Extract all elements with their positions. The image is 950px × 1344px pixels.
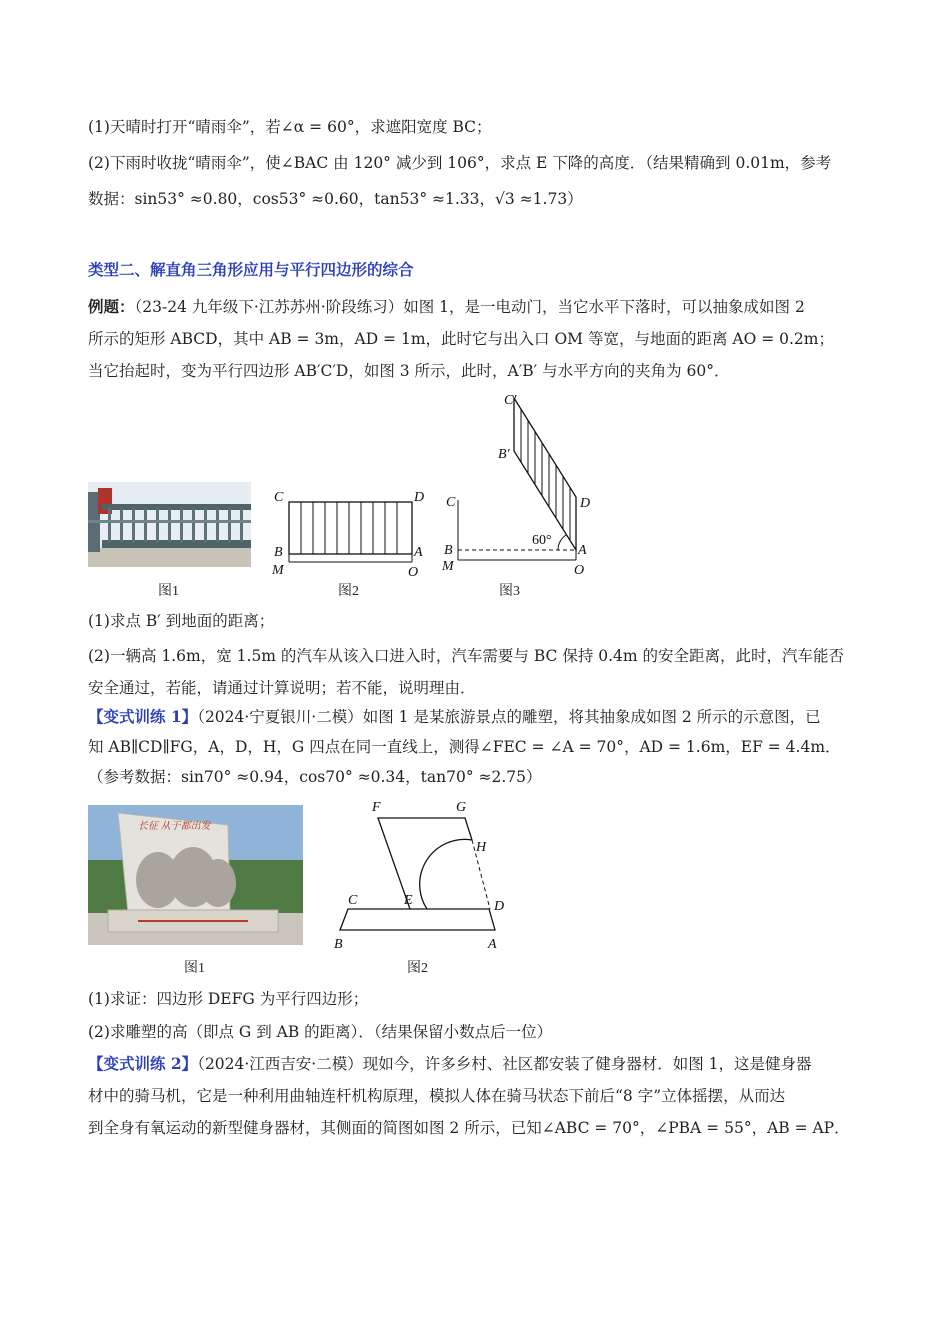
- example-line-2: 所示的矩形 ABCD，其中 AB = 3m，AD = 1m，此时它与出入口 OM 等宽，与地面的距离 AO = 0.2m；: [88, 330, 834, 348]
- example-line-3: 当它抬起时，变为平行四边形 AB′C′D，如图 3 所示，此时，A′B′ 与水平方向的夹角为 60°．: [88, 362, 730, 380]
- variant2-label: 【变式训练 2】: [88, 1054, 198, 1073]
- fig3-label-D: D: [580, 496, 591, 511]
- example-fig1-caption: 图1: [158, 584, 179, 599]
- example-question-1: (1)求点 B′ 到地面的距离；: [88, 612, 275, 630]
- example-line-1: [88, 296, 805, 318]
- fig3-label-O: O: [574, 563, 585, 578]
- fig3-label-A: A: [578, 543, 587, 558]
- variant1-question-2: (2)求雕塑的高（即点 G 到 AB 的距离）．（结果保留小数点后一位）: [88, 1023, 553, 1041]
- v1fig2-label-H: H: [476, 840, 487, 855]
- fig3-label-angle: 60°: [532, 533, 552, 548]
- gate-photo: [88, 482, 251, 567]
- example-text-1: （23-24 九年级下·江苏苏州·阶段练习）如图 1，是一电动门，当它水平下落时，可以抽象成如图 2: [134, 298, 805, 316]
- question-2: (2)下雨时收拢“晴雨伞”，使∠BAC 由 120° 减少到 106°，求点 E 下降的高度．（结果精确到 0.01m，参考: [88, 154, 832, 172]
- v1fig2-label-B: B: [334, 937, 343, 952]
- example-fig3-caption: 图3: [499, 584, 520, 599]
- sculpture-inscription: 长征 从于都出发: [138, 821, 211, 832]
- v1fig2-label-A: A: [488, 937, 497, 952]
- fig2-label-D: D: [414, 490, 425, 505]
- example-question-2-cont: 安全通过，若能，请通过计算说明；若不能，说明理由．: [88, 679, 476, 697]
- question-2-data: 数据：sin53° ≈0.80，cos53° ≈0.60，tan53° ≈1.33，√3 ≈1.73）: [88, 190, 583, 208]
- variant1-label: 【变式训练 1】: [88, 707, 198, 726]
- fig3-label-B-prime: B′: [498, 447, 510, 462]
- fig2-label-A: A: [414, 545, 423, 560]
- question-1: (1)天晴时打开“晴雨伞”，若∠α = 60°，求遮阳宽度 BC；: [88, 118, 492, 136]
- sculpture-photo-drawing: [88, 805, 303, 945]
- fig2-label-O: O: [408, 565, 419, 578]
- example-label: 例题：: [88, 297, 135, 316]
- section-title: 类型二、解直角三角形应用与平行四边形的综合: [88, 260, 414, 279]
- variant1-fig1-caption: 图1: [184, 961, 205, 976]
- gate-photo-drawing: [88, 482, 251, 567]
- fig3-label-B: B: [444, 543, 453, 558]
- v1fig2-label-E: E: [404, 893, 413, 908]
- variant1-line-3: （参考数据：sin70° ≈0.94，cos70° ≈0.34，tan70° ≈2.75）: [88, 768, 542, 786]
- fig3-label-C-prime: C′: [504, 393, 517, 408]
- variant1-fig2-diagram: [330, 796, 508, 956]
- variant1-question-1: (1)求证：四边形 DEFG 为平行四边形；: [88, 990, 369, 1008]
- sculpture-photo: [88, 805, 303, 945]
- example-fig2-diagram: [268, 486, 438, 578]
- variant1-text-1: （2024·宁夏银川·二模）如图 1 是某旅游景点的雕塑，将其抽象成如图 2 所示的示意图，已: [197, 708, 821, 726]
- v1fig2-label-D: D: [494, 899, 505, 914]
- variant2-text-1: （2024·江西吉安·二模）现如今，许多乡村、社区都安装了健身器材．如图 1，这是健身器: [197, 1055, 812, 1073]
- v1fig2-label-G: G: [456, 800, 467, 815]
- variant1-line-1: [88, 706, 821, 728]
- variant2-line-2: 材中的骑马机，它是一种利用曲轴连杆机构原理，模拟人体在骑马状态下前后“8 字”立体摇摆，从而达: [88, 1087, 786, 1105]
- fig2-label-B: B: [274, 545, 283, 560]
- example-fig2-caption: 图2: [338, 584, 359, 599]
- example-question-2: (2)一辆高 1.6m，宽 1.5m 的汽车从该入口进入时，汽车需要与 BC 保持 0.4m 的安全距离，此时，汽车能否: [88, 647, 845, 665]
- variant1-line-2: 知 AB∥CD∥FG，A，D，H，G 四点在同一直线上，测得∠FEC = ∠A = 70°，AD = 1.6m，EF = 4.4m．: [88, 738, 841, 756]
- variant1-fig2-caption: 图2: [407, 961, 428, 976]
- variant2-line-1: [88, 1053, 812, 1075]
- fig2-label-M: M: [272, 563, 284, 578]
- variant2-line-3: 到全身有氧运动的新型健身器材，其侧面的简图如图 2 所示，已知∠ABC = 70°，∠PBA = 55°，AB = AP．: [88, 1119, 850, 1137]
- example-fig3-diagram: [440, 388, 600, 580]
- v1fig2-label-F: F: [372, 800, 381, 815]
- fig3-label-C: C: [446, 495, 456, 510]
- v1fig2-label-C: C: [348, 893, 358, 908]
- fig2-label-C: C: [274, 490, 284, 505]
- fig3-label-M: M: [442, 559, 454, 574]
